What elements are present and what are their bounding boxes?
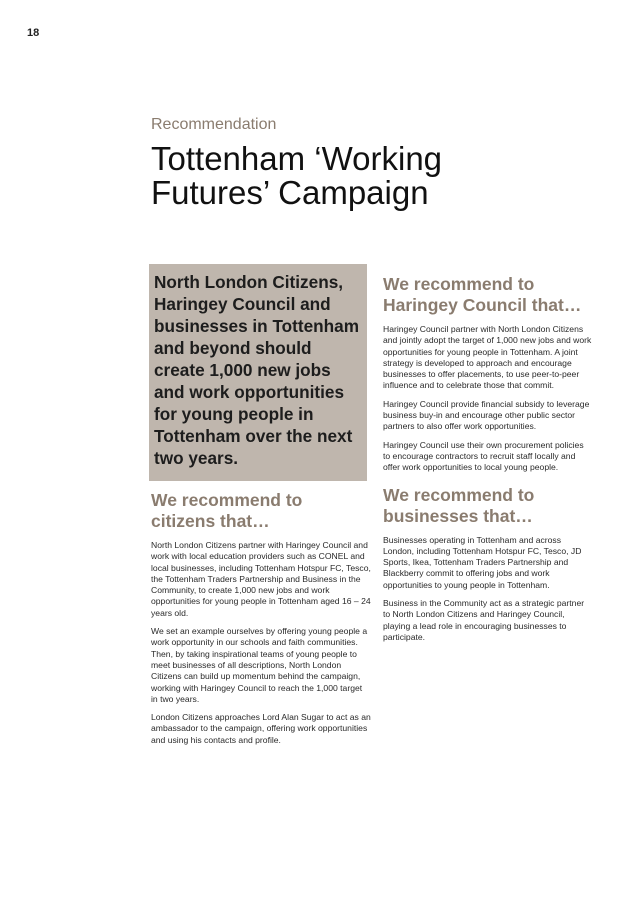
council-section	[383, 274, 593, 474]
citizens-section	[151, 490, 371, 753]
businesses-paragraph: Business in the Community act as a strategic partner to North London Citizens and Haringey Council, playing a lead role in encouraging businesses to participate.	[383, 598, 585, 642]
recommendations-right-column	[383, 274, 593, 650]
section-kicker: Recommendation	[151, 116, 277, 133]
businesses-section	[383, 485, 593, 644]
citizens-heading: We recommend to citizens that…	[151, 490, 303, 531]
businesses-paragraph: Businesses operating in Tottenham and across London, including Tottenham Hotspur FC, Tesco, JD Sports, Ikea, Tottenham Traders Partnership and Blackberry commit to offering jobs and work opportunities to young people in Tottenham.	[383, 534, 582, 590]
council-paragraph: Haringey Council partner with North London Citizens and jointly adopt the target of 1,000 new jobs and work opportunities for young people in Tottenham. A joint strategy is developed to approach and encourage businesses to offer placements, to use peer-to-peer influence and to celebrate those that commit.	[383, 324, 592, 391]
council-paragraph: Haringey Council use their own procurement policies to encourage contractors to recruit staff locally and offer work opportunities to local young people.	[383, 439, 584, 473]
callout-box	[149, 264, 367, 481]
page-number: 18	[27, 27, 40, 39]
citizens-paragraph: We set an example ourselves by offering young people a work opportunity in our schools and faith communities. Then, by taking inspirational teams of young people to meet businesses of all descriptions, North London Citizens can build up momentum behind the campaign, working with Haringey Council to reach the 1,000 target in two years.	[151, 626, 368, 704]
citizens-paragraph: North London Citizens partner with Haringey Council and work with local education providers such as CONEL and local businesses, including Tottenham Hotspur FC, Tesco, the Tottenham Traders Partnership and Business in the Community, to create 1,000 new jobs and work opportunities for young people in Tottenham aged 16 – 24 years old.	[151, 540, 371, 618]
callout-text: North London Citizens, Haringey Council and businesses in Tottenham and beyond should create 1,000 new jobs and work opportunities for young people in Tottenham over the next two years.	[154, 272, 360, 468]
businesses-heading: We recommend to businesses that…	[383, 484, 535, 526]
council-paragraph: Haringey Council provide financial subsidy to leverage business buy-in and encourage other public sector partners to also offer work opportunities.	[383, 398, 590, 432]
page-title: Tottenham ‘Working Futures’ Campaign	[151, 140, 443, 211]
council-heading: We recommend to Haringey Council that…	[383, 274, 582, 315]
citizens-paragraph: London Citizens approaches Lord Alan Sugar to act as an ambassador to the campaign, offering work opportunities and using his contacts and profile.	[151, 712, 371, 745]
